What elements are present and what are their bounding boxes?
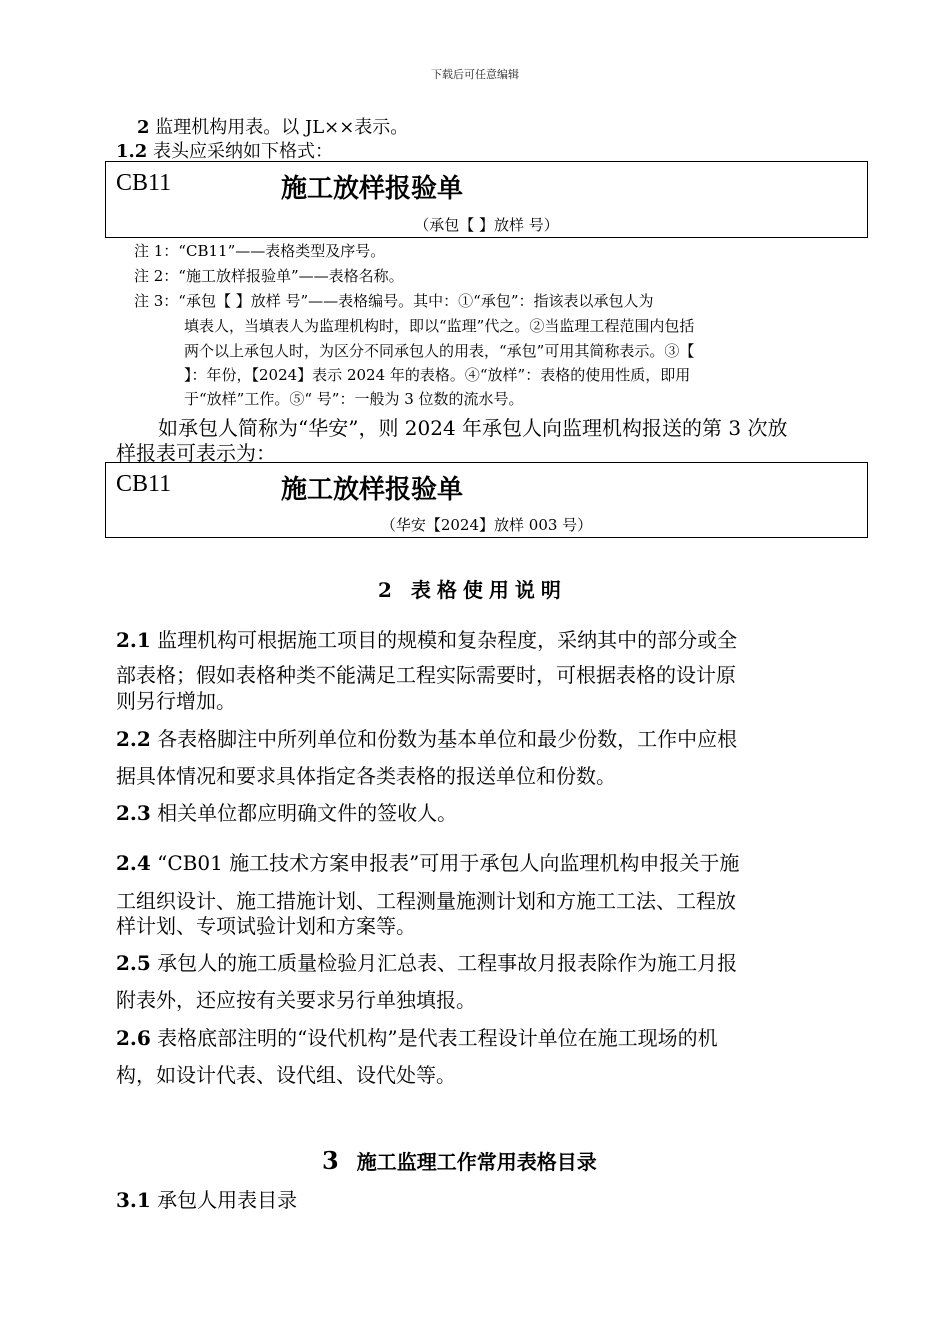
note-2: 注 2：“施工放样报验单”——表格名称。 xyxy=(134,267,404,285)
section-3-heading xyxy=(322,1146,597,1175)
paragraph-line xyxy=(116,1184,297,1213)
paragraph-line: 构，如设计代表、设代组、设代处等。 xyxy=(116,1063,456,1087)
note-1: 注 1：“CB11”——表格类型及序号。 xyxy=(134,242,386,260)
note-3-line: 于“放样”工作。⑤“ 号”：一般为 3 位数的流水号。 xyxy=(184,390,524,408)
item-text: 监理机构用表。以 JL××表示。 xyxy=(149,117,409,138)
form-header-example-2 xyxy=(105,462,868,538)
form-header-example-1 xyxy=(105,161,868,238)
paragraph-line: 据具体情况和要求具体指定各类表格的报送单位和份数。 xyxy=(116,764,616,788)
item-text: 各表格脚注中所列单位和份数为基本单位和最少份数，工作中应根 xyxy=(150,727,738,751)
item-text: 相关单位都应明确文件的签收人。 xyxy=(150,801,458,825)
item-number: 1.2 xyxy=(116,141,148,162)
paragraph-line: 样计划、专项试验计划和方案等。 xyxy=(116,914,416,938)
item-number: 2.2 xyxy=(116,727,151,751)
item-number: 2.6 xyxy=(116,1026,151,1050)
paragraph-line xyxy=(116,1022,718,1051)
item-number: 3.1 xyxy=(116,1188,151,1212)
section-title: 施工监理工作常用表格目录 xyxy=(356,1150,597,1174)
form-title: 施工放样报验单 xyxy=(281,475,464,505)
item-text: 监理机构可根据施工项目的规模和复杂程度，采纳其中的部分或全 xyxy=(150,628,738,652)
form-number: （承包【 】放样 号） xyxy=(414,216,559,234)
page-header: 下载后可任意编辑 xyxy=(431,68,519,81)
item-number: 2.3 xyxy=(116,801,151,825)
paragraph-line xyxy=(116,723,737,752)
form-code: CB11 xyxy=(116,471,172,497)
paragraph-line: 工组织设计、施工措施计划、工程测量施测计划和方施工工法、工程放 xyxy=(116,889,736,913)
paragraph-line xyxy=(116,624,737,653)
form-code: CB11 xyxy=(116,170,172,196)
item-number: 2.4 xyxy=(116,851,151,875)
paragraph-line xyxy=(116,797,457,826)
form-number: （华安【2024】放样 003 号） xyxy=(380,516,593,534)
form-title: 施工放样报验单 xyxy=(281,174,464,204)
note-3-line: 填表人，当填表人为监理机构时，即以“监理”代之。②当监理工程范围内包括 xyxy=(184,317,695,335)
item-text: 表格底部注明的“设代机构”是代表工程设计单位在施工现场的机 xyxy=(150,1026,718,1050)
paragraph-line xyxy=(116,137,333,163)
note-3-line: 注 3：“承包【 】放样 号”——表格编号。其中：①“承包”：指该表以承包人为 xyxy=(134,292,654,310)
paragraph-line: 则另行增加。 xyxy=(116,689,236,713)
item-text: 表头应采纳如下格式： xyxy=(147,141,334,162)
item-number: 2.1 xyxy=(116,628,151,652)
paragraph-line xyxy=(116,947,737,976)
item-text: “CB01 施工技术方案申报表”可用于承包人向监理机构申报关于施 xyxy=(150,851,740,875)
paragraph-line xyxy=(116,847,739,876)
note-3-line: 两个以上承包人时，为区分不同承包人的用表，“承包”可用其简称表示。③【 xyxy=(184,342,695,360)
example-line: 如承包人简称为“华安”，则 2024 年承包人向监理机构报送的第 3 次放 xyxy=(158,416,788,440)
note-3-line: 】：年份，【2024】表示 2024 年的表格。④“放样”：表格的使用性质，即用 xyxy=(184,366,691,384)
item-text: 承包人用表目录 xyxy=(150,1188,298,1212)
example-line: 样报表可表示为： xyxy=(116,441,276,465)
item-number: 2 xyxy=(137,117,150,138)
item-number: 2.5 xyxy=(116,951,151,975)
paragraph-line: 部表格；假如表格种类不能满足工程实际需要时，可根据表格的设计原 xyxy=(116,663,736,687)
item-text: 承包人的施工质量检验月汇总表、工程事故月报表除作为施工月报 xyxy=(150,951,738,975)
paragraph-line: 附表外，还应按有关要求另行单独填报。 xyxy=(116,988,476,1012)
paragraph-line xyxy=(137,113,408,139)
section-number: 3 xyxy=(322,1146,339,1175)
section-2-heading: 2 表格使用说明 xyxy=(378,578,567,602)
